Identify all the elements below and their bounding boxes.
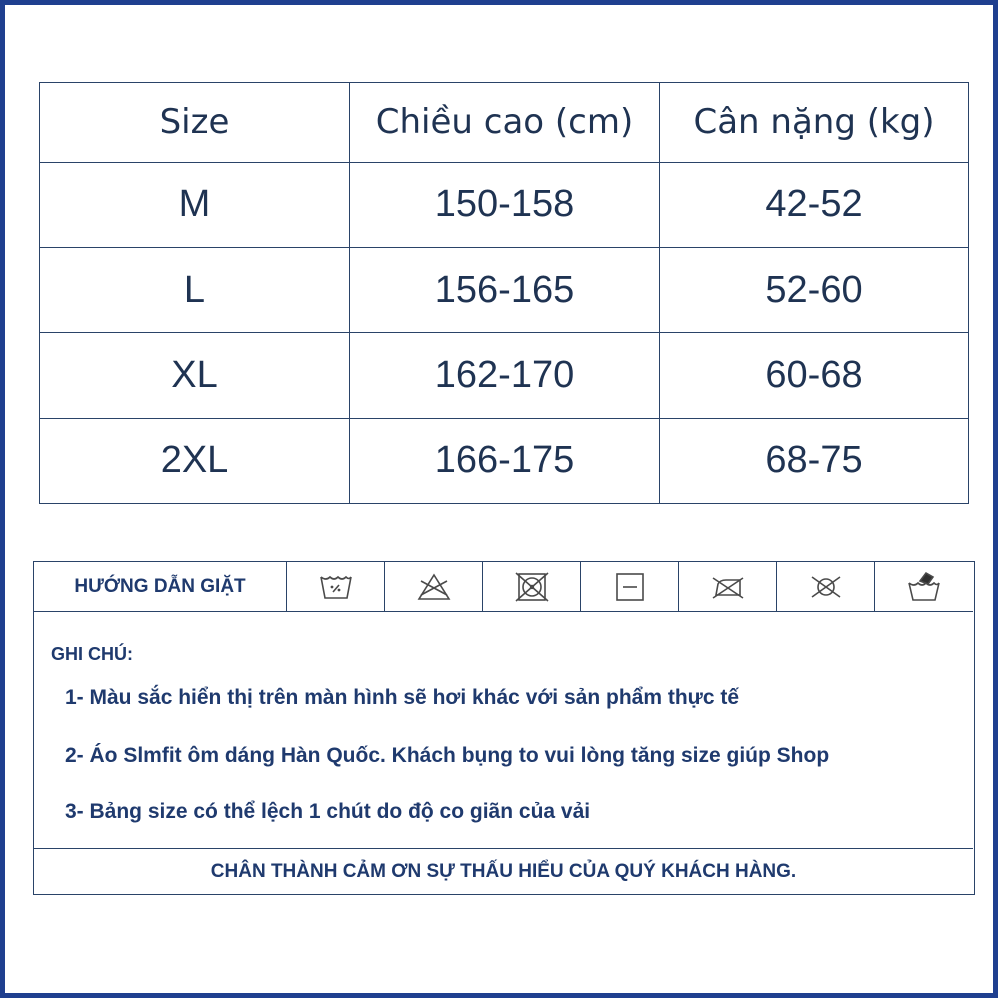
header-height: Chiều cao (cm) [350, 83, 660, 163]
height-cell: 156-165 [350, 247, 660, 332]
thank-you-message: CHÂN THÀNH CẢM ƠN SỰ THẤU HIỂU CỦA QUÝ KHÁCH HÀNG. [34, 848, 973, 895]
no-tumble-dry-icon [483, 562, 581, 611]
wash-30-icon [287, 562, 385, 611]
size-cell: 2XL [40, 418, 350, 503]
dry-flat-icon [581, 562, 679, 611]
size-chart-table [39, 82, 969, 504]
hand-wash-icon [875, 562, 973, 611]
washing-guide-row [34, 562, 973, 612]
weight-cell: 42-52 [660, 162, 969, 247]
weight-cell: 52-60 [660, 247, 969, 332]
no-dry-clean-icon [777, 562, 875, 611]
size-cell: L [40, 247, 350, 332]
height-cell: 162-170 [350, 333, 660, 418]
height-cell: 166-175 [350, 418, 660, 503]
table-row [40, 247, 969, 332]
care-instructions-box [33, 561, 975, 895]
header-size: Size [40, 83, 350, 163]
header-weight: Cân nặng (kg) [660, 83, 969, 163]
table-row [40, 162, 969, 247]
no-bleach-icon [385, 562, 483, 611]
iron-low-icon [679, 562, 777, 611]
note-item: 2- Áo Slmfit ôm dáng Hàn Quốc. Khách bụng to vui lòng tăng size giúp Shop [65, 744, 830, 767]
table-header-row [40, 83, 969, 163]
size-cell: XL [40, 333, 350, 418]
table-row [40, 418, 969, 503]
size-cell: M [40, 162, 350, 247]
weight-cell: 68-75 [660, 418, 969, 503]
table-row [40, 333, 969, 418]
washing-guide-title: HƯỚNG DẪN GIẶT [34, 562, 287, 611]
note-item: 1- Màu sắc hiển thị trên màn hình sẽ hơi khác với sản phẩm thực tế [65, 686, 740, 709]
notes-label: GHI CHÚ: [51, 644, 133, 664]
weight-cell: 60-68 [660, 333, 969, 418]
height-cell: 150-158 [350, 162, 660, 247]
note-item: 3- Bảng size có thể lệch 1 chút do độ co giãn của vải [65, 800, 591, 823]
